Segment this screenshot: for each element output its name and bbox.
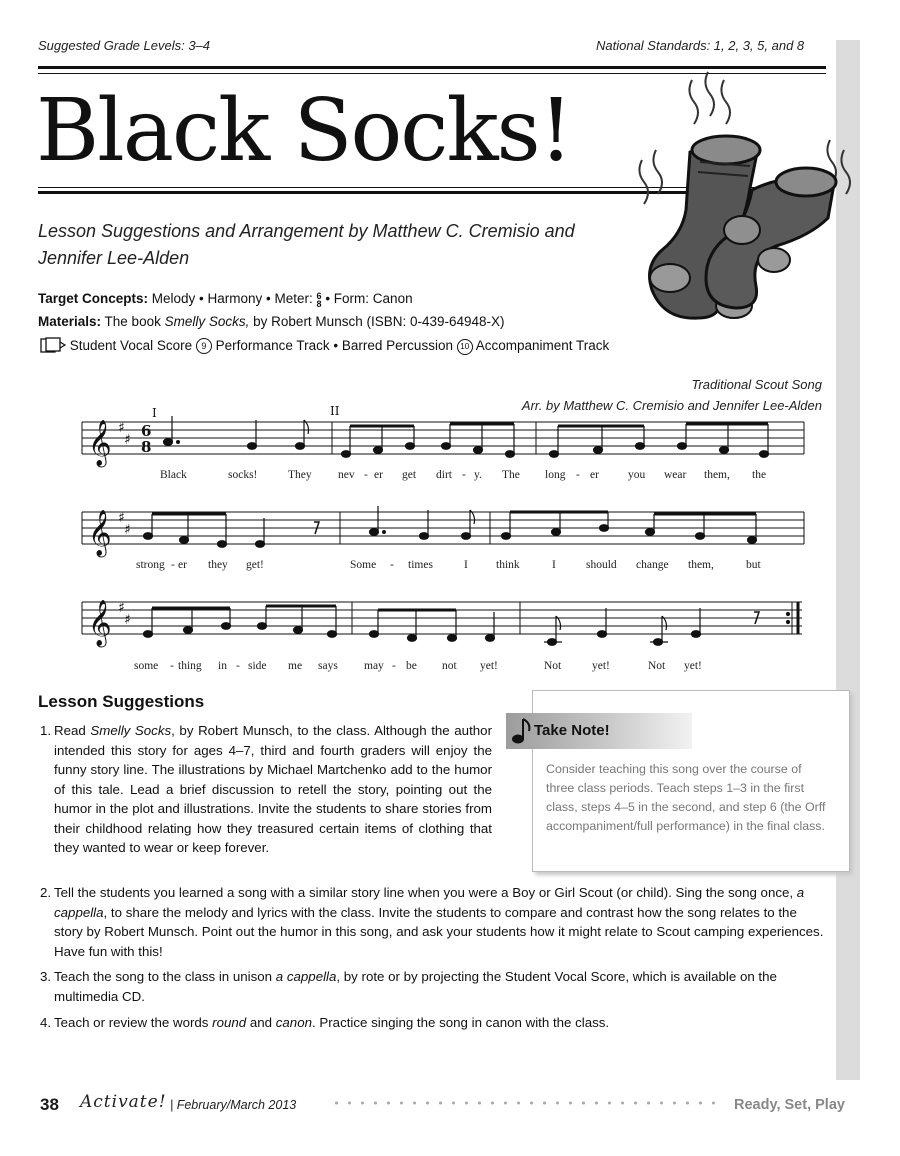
lyric-1-15: you [628,469,646,481]
track-10-number: 10 [460,342,470,351]
key-sharps-2: ♯ [118,510,125,526]
lyric-3-08: says [318,660,338,672]
lesson-item-2 [40,883,826,961]
lesson-item-1 [40,721,492,858]
target-concepts-label: Target Concepts: [38,291,149,306]
lyric-3-07: me [288,660,303,672]
lesson-text: , by rote or by projecting the Student Vocal Score, which is available on the multimedia CD. [54,969,777,1004]
page-number: 38 [40,1095,59,1114]
accompaniment-track: Accompaniment Track [475,338,610,353]
dotted-leader [330,1101,720,1105]
lyric-2-03: er [178,559,187,571]
materials-book-title: Smelly Socks, [164,314,250,329]
materials-label: Materials: [38,314,102,329]
key-sharps-1: ♯ [118,420,125,436]
lyric-2-05: get! [246,559,264,571]
lyric-1-11: The [502,469,520,481]
issue-date: | February/March 2013 [170,1098,297,1112]
take-note-title: Take Note! [534,722,610,739]
lesson-text-italic: round [212,1015,247,1030]
section-mark-ii: II [330,404,340,418]
section-name: Ready, Set, Play [734,1097,845,1113]
lesson-text: , to share the melody and lyrics with the class. Invite the students to compare and contrast how the song relates to the story by Robert Munsch. Point out the humor in this song, and ask your students how it might relate to Scout camping experiences. Have fun with this! [54,904,824,959]
lyric-3-02: - [170,660,174,672]
lyric-2-06: Some [350,559,377,571]
lyric-3-01: some [134,660,159,672]
lyric-1-01: Black [160,469,187,481]
lyric-1-18: the [752,469,767,481]
lyric-1-14: er [590,469,599,481]
lesson-item-number: 2. [40,885,52,900]
lyric-1-05: - [364,469,368,481]
meter-six: 6 [141,422,152,440]
lyric-1-10: y. [474,469,482,481]
lyric-2-15: but [746,559,761,571]
lyric-1-16: wear [664,469,687,481]
music-note-icon [510,716,532,746]
byline: Lesson Suggestions and Arrangement by Matthew C. Cremisio and Jennifer Lee-Alden [38,221,575,268]
lyric-2-09: I [464,559,468,571]
national-standards: National Standards: 1, 2, 3, 5, and 8 [596,38,805,53]
materials-pre: The book [104,314,161,329]
treble-clef-3: 𝄞 [88,600,112,646]
lesson-heading: Lesson Suggestions [38,692,205,711]
lesson-text: and [246,1015,276,1030]
lyric-2-10: think [496,559,520,571]
materials-post: by Robert Munsch (ISBN: 0-439-64948-X) [253,314,505,329]
lyric-2-02: - [171,559,175,571]
key-sharps-2b: ♯ [124,522,131,538]
lesson-text: Tell the students you learned a song with a similar story line when you were a Boy or Girl Scout (or child). Sing the song once, [54,885,797,900]
lesson-text: Teach or review the words [54,1015,213,1030]
student-vocal-score: Student Vocal Score [69,338,193,353]
lyric-2-07: - [390,559,394,571]
lyric-3-10: - [392,660,396,672]
meter-eight: 8 [141,438,152,456]
target-concepts-text: Melody • Harmony • Meter: [151,291,313,306]
lesson-text: Teach the song to the class in unison [54,969,276,984]
lyric-1-09: - [462,469,466,481]
meter-top: 6 [316,291,322,301]
lesson-item-4 [40,1013,826,1033]
meter-bottom: 8 [316,299,322,309]
lyric-3-15: yet! [592,660,610,672]
track-9-number: 9 [201,341,207,351]
treble-clef-1: 𝄞 [88,420,112,466]
lesson-text-italic: a cappella [54,885,805,920]
magazine-logo: Activate! [80,1092,167,1112]
arranger-credit: Arr. by Matthew C. Cremisio and Jennifer Lee-Alden [521,398,822,413]
lyric-1-02: socks! [228,469,258,481]
lyric-1-04: nev [338,469,355,481]
lyric-2-14: them, [688,559,714,571]
lesson-text: . Practice singing the song in canon with the class. [311,1015,610,1030]
lesson-item-3 [40,967,826,1006]
grade-levels: Suggested Grade Levels: 3–4 [38,38,211,53]
lesson-text-italic: canon [275,1015,312,1030]
section-mark-i: I [152,406,157,420]
page-title: Black Socks! [36,81,572,181]
key-sharps-3b: ♯ [124,612,131,628]
key-sharps-3: ♯ [118,600,125,616]
performance-track: Performance Track • Barred Percussion [215,338,453,353]
lyric-2-13: change [636,559,669,571]
lyric-3-16: Not [648,660,666,672]
lyric-1-06: er [374,469,383,481]
lyric-3-06: side [248,660,267,672]
lesson-item-number: 1. [40,723,52,738]
lyric-1-07: get [402,469,417,481]
lesson-item-number: 3. [40,969,52,984]
lyric-3-12: not [442,660,457,672]
lyric-1-12: long [545,469,566,481]
lyric-1-08: dirt [436,469,452,481]
lyric-3-09: may [364,660,384,672]
lyric-3-13: yet! [480,660,498,672]
form-text: • Form: Canon [325,291,413,306]
lyric-3-04: in [218,660,227,672]
lesson-text: Read [54,723,91,738]
lyric-3-05: - [236,660,240,672]
take-note-body: Consider teaching this song over the course of three class periods. Teach steps 1–3 in the first class, steps 4–5 in the second, and step 6 (the Orff accompaniment/full performance) in the final class. [546,762,826,833]
lyric-1-03: They [288,469,312,481]
lyric-3-11: be [406,660,417,672]
key-sharps-1b: ♯ [124,432,131,448]
lyric-2-01: strong [136,559,165,571]
lyric-2-08: times [408,559,433,571]
lesson-text-italic: Smelly Socks [90,723,172,738]
treble-clef-2: 𝄞 [88,510,112,556]
lyric-2-11: I [552,559,556,571]
lyric-3-14: Not [544,660,562,672]
lyric-3-17: yet! [684,660,702,672]
notes [144,416,790,645]
song-type: Traditional Scout Song [691,377,822,392]
lesson-text: , by Robert Munsch, to the class. Although the author intended this story for ages 4–7, third and fourth graders will enjoy the funny story line. The illustrations by Michael Martchenko add to the humor of this tale. Lead a brief discussion to retell the story, pointing out the humor in the plot and illustrations. Invite the students to share stories from their childhood relating how they treasured certain items of clothing that they wanted to wear or keep forever. [54,723,492,855]
lesson-text-italic: a cappella [275,969,337,984]
lyric-3-03: thing [178,660,202,672]
staff-1 [82,422,804,454]
lyric-1-17: them, [704,469,730,481]
lyric-1-13: - [576,469,580,481]
lyric-2-04: they [208,559,228,571]
staff-2 [82,512,804,544]
lesson-item-number: 4. [40,1015,52,1030]
lyric-2-12: should [586,559,617,571]
